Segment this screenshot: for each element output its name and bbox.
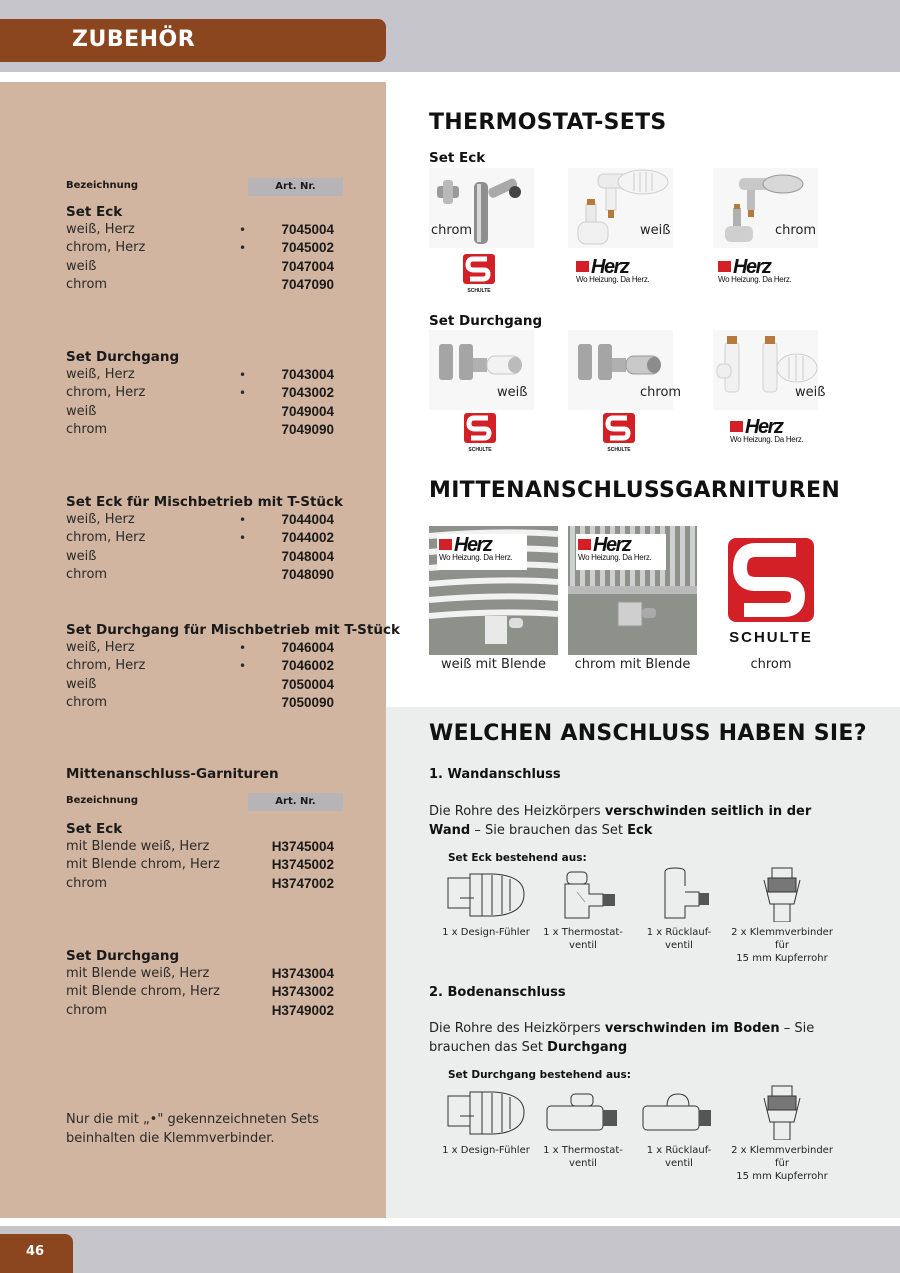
product-caption: chrom — [640, 385, 682, 400]
schulte-logo — [463, 254, 495, 298]
schulte-s-icon — [603, 413, 635, 453]
table-row: weiß 7049004 — [66, 403, 334, 419]
product-caption: chrom — [750, 657, 792, 672]
table-row: chrom, Herz • 7046002 — [66, 657, 336, 675]
section-title-tab — [0, 19, 386, 62]
group-title: Set Durchgang — [66, 948, 180, 964]
bodenanschluss-heading: 2. Bodenanschluss — [429, 985, 566, 1000]
product-caption: chrom — [775, 223, 817, 238]
part-thermostatventil: 1 x Thermostat- ventil — [533, 1084, 633, 1170]
schulte-s-icon — [726, 536, 816, 648]
wandanschluss-text: Die Rohre des Heizkörpers verschwinden seitlich in der Wand – Sie brauchen das Set Eck — [429, 804, 812, 838]
product-caption: weiß — [497, 385, 528, 400]
col-header-art-nr: Art. Nr. — [248, 178, 343, 196]
bullet-icon: • — [239, 241, 247, 256]
product-image-durchgang-weiss-herz — [713, 330, 826, 410]
part-design-fuehler: 1 x Design-Fühler — [436, 1084, 536, 1157]
product-caption: weiß — [795, 385, 826, 400]
table-row: chrom, Herz • 7044002 — [66, 529, 336, 547]
product-image-eck-chrom-schulte — [429, 168, 534, 248]
product-group-set-eck — [66, 203, 336, 294]
bodenanschluss-text: Die Rohre des Heizkörpers verschwinden im Boden – Sie brauchen das Set Durchgang — [429, 1021, 815, 1055]
product-image-durchgang-chrom-schulte — [568, 330, 682, 410]
set-durchgang-heading: Set Durchgang — [429, 313, 543, 329]
table-header — [66, 178, 343, 196]
product-caption: chrom mit Blende — [574, 657, 691, 672]
table-row: weiß, Herz • 7046004 — [66, 639, 336, 657]
set-durchgang-parts-heading: Set Durchgang bestehend aus: — [448, 1069, 631, 1081]
product-image-eck-weiss-herz — [568, 168, 673, 248]
thermostat-head-icon — [444, 1084, 528, 1140]
bullet-icon: • — [239, 531, 247, 546]
svg-text:SCHULTE: SCHULTE — [607, 447, 631, 453]
group-title: Set Durchgang für Mischbetrieb mit T-Stück — [66, 622, 400, 638]
product-image-mitten-weiss — [429, 526, 558, 655]
mittenanschluss-heading: MITTENANSCHLUSSGARNITUREN — [429, 478, 841, 503]
table-row: chrom 7048090 — [66, 566, 334, 582]
table-row: weiß, Herz • 7044004 — [66, 511, 336, 529]
product-image-mitten-chrom — [568, 526, 697, 655]
table-row: chrom H3749002 — [66, 1002, 334, 1018]
schulte-s-icon — [464, 413, 496, 453]
schulte-logo — [603, 413, 635, 457]
product-caption: weiß — [640, 223, 671, 238]
schulte-logo-large — [726, 536, 816, 652]
table-row: weiß 7047004 — [66, 258, 334, 274]
col-header-bezeichnung: Bezeichnung — [66, 180, 138, 191]
bullet-icon: • — [239, 386, 247, 401]
section-title: ZUBEHÖR — [72, 27, 196, 52]
part-ruecklaufventil: 1 x Rücklauf- ventil — [629, 1084, 729, 1170]
bullet-icon: • — [239, 513, 247, 527]
product-group-set-durchgang — [66, 348, 336, 439]
herz-logo: Herz Wo Heizung. Da Herz. — [439, 534, 513, 562]
group-title: Set Durchgang — [66, 349, 180, 365]
straight-return-valve-icon — [637, 1084, 721, 1140]
set-eck-heading: Set Eck — [429, 150, 486, 166]
product-caption: chrom — [431, 223, 473, 238]
table-row: chrom 7047090 — [66, 276, 334, 292]
footnote: Nur die mit „•" gekennzeichneten Sets beinhalten die Klemmverbinder. — [66, 1112, 319, 1146]
table-row: mit Blende chrom, Herz H3743002 — [66, 984, 334, 1000]
product-image-durchgang-weiss-schulte — [429, 330, 534, 410]
bullet-icon: • — [239, 368, 247, 382]
product-image-eck-chrom-herz — [713, 168, 818, 248]
table-row: mit Blende weiß, Herz H3745004 — [66, 839, 334, 854]
part-klemmverbinder: 2 x Klemmverbinder für 15 mm Kupferrohr — [730, 866, 834, 965]
group-title: Set Eck — [66, 821, 123, 837]
herz-logo: Herz Wo Heizung. Da Herz. — [718, 256, 792, 284]
col-header-art-nr: Art. Nr. — [248, 793, 343, 811]
part-thermostatventil: 1 x Thermostat- ventil — [533, 866, 633, 952]
bullet-icon: • — [239, 659, 247, 674]
herz-logo: Herz Wo Heizung. Da Herz. — [576, 256, 650, 284]
set-eck-parts-heading: Set Eck bestehend aus: — [448, 852, 587, 864]
bullet-icon: • — [239, 223, 247, 237]
table-row: chrom 7049090 — [66, 421, 334, 437]
angle-valve-icon — [541, 866, 625, 922]
product-group-set-durchgang-mischbetrieb — [66, 621, 400, 712]
anschluss-heading: WELCHEN ANSCHLUSS HABEN SIE? — [429, 721, 867, 746]
heart-icon — [576, 261, 589, 272]
return-valve-icon — [637, 866, 721, 922]
thermostat-head-icon — [444, 866, 528, 922]
group-title: Set Eck — [66, 204, 123, 220]
part-design-fuehler: 1 x Design-Fühler — [436, 866, 536, 939]
page-number-tab — [0, 1234, 73, 1273]
herz-logo: Herz Wo Heizung. Da Herz. — [730, 416, 804, 444]
table-row: mit Blende weiß, Herz H3743004 — [66, 966, 334, 981]
heart-icon — [439, 539, 452, 550]
svg-text:SCHULTE: SCHULTE — [467, 288, 491, 294]
part-ruecklaufventil: 1 x Rücklauf- ventil — [629, 866, 729, 952]
straight-valve-icon — [541, 1084, 625, 1140]
table-row: chrom, Herz • 7043002 — [66, 384, 336, 402]
mitten-table-heading: Mittenanschluss-Garnituren — [66, 766, 279, 782]
bullet-icon: • — [239, 641, 247, 655]
heart-icon — [578, 539, 591, 550]
compression-fitting-icon — [740, 866, 824, 922]
table-row: chrom, Herz • 7045002 — [66, 239, 336, 257]
schulte-s-icon — [463, 254, 495, 294]
table-row: weiß 7048004 — [66, 548, 334, 564]
herz-logo: Herz Wo Heizung. Da Herz. — [578, 534, 652, 562]
product-group-mitten-set-eck — [66, 820, 336, 893]
schulte-logo — [464, 413, 496, 457]
heart-icon — [718, 261, 731, 272]
part-klemmverbinder: 2 x Klemmverbinder für 15 mm Kupferrohr — [730, 1084, 834, 1183]
wandanschluss-heading: 1. Wandanschluss — [429, 767, 561, 782]
page-number: 46 — [26, 1244, 45, 1259]
table-row: mit Blende chrom, Herz H3745002 — [66, 857, 334, 873]
product-caption: weiß mit Blende — [440, 657, 547, 672]
svg-text:SCHULTE: SCHULTE — [729, 629, 813, 646]
col-header-bezeichnung: Bezeichnung — [66, 795, 138, 806]
heart-icon — [730, 421, 743, 432]
table-row: chrom H3747002 — [66, 875, 334, 891]
thermostat-sets-heading: THERMOSTAT-SETS — [429, 110, 667, 135]
bottom-bar — [0, 1226, 900, 1273]
product-group-mitten-set-durchgang — [66, 947, 336, 1020]
group-title: Set Eck für Mischbetrieb mit T-Stück — [66, 494, 344, 510]
table-row: weiß, Herz • 7045004 — [66, 221, 336, 239]
table-header — [66, 793, 343, 811]
svg-text:SCHULTE: SCHULTE — [468, 447, 492, 453]
product-group-set-eck-mischbetrieb — [66, 493, 344, 584]
table-row: weiß 7050004 — [66, 676, 334, 692]
compression-fitting-icon — [740, 1084, 824, 1140]
table-row: chrom 7050090 — [66, 694, 334, 710]
table-row: weiß, Herz • 7043004 — [66, 366, 336, 384]
